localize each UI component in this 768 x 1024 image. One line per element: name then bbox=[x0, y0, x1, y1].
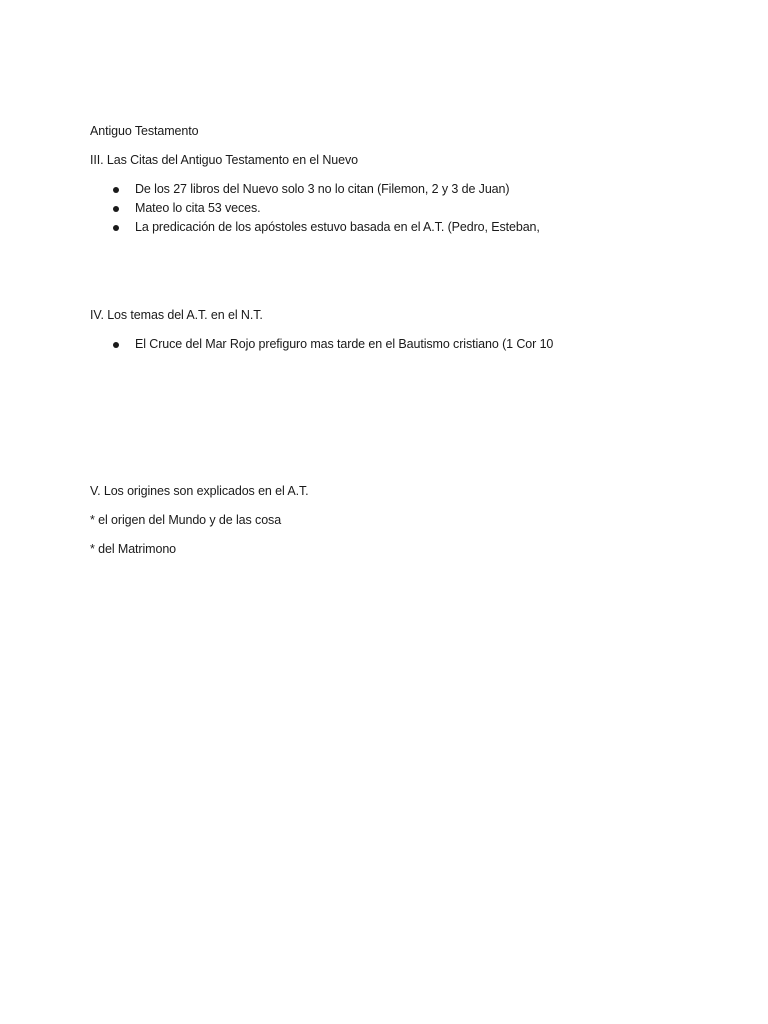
list-item-text: Mateo lo cita 53 veces. bbox=[135, 201, 261, 215]
section-5-title: V. Los origines son explicados en el A.T. bbox=[90, 484, 309, 498]
list-item bbox=[90, 218, 540, 237]
section-5-item: * del Matrimono bbox=[90, 542, 177, 556]
list-item-text: De los 27 libros del Nuevo solo 3 no lo citan (Filemon, 2 y 3 de Juan) bbox=[135, 182, 510, 196]
section-5-item: * el origen del Mundo y de las cosa bbox=[90, 513, 282, 527]
section-4-title: IV. Los temas del A.T. en el N.T. bbox=[90, 308, 263, 322]
list-item-text: El Cruce del Mar Rojo prefiguro mas tarde en el Bautismo cristiano (1 Cor 10 bbox=[135, 337, 554, 351]
list-item bbox=[90, 180, 540, 199]
section-4-bullet-list bbox=[90, 335, 553, 354]
list-item bbox=[90, 199, 540, 218]
bullet-icon bbox=[113, 225, 119, 231]
section-3-bullet-list bbox=[90, 180, 540, 237]
list-item bbox=[90, 335, 553, 354]
section-3-title: III. Las Citas del Antiguo Testamento en el Nuevo bbox=[90, 153, 358, 167]
list-item-text: La predicación de los apóstoles estuvo basada en el A.T. (Pedro, Esteban, bbox=[135, 220, 540, 234]
document-heading: Antiguo Testamento bbox=[90, 124, 199, 138]
bullet-icon bbox=[113, 342, 119, 348]
bullet-icon bbox=[113, 187, 119, 193]
bullet-icon bbox=[113, 206, 119, 212]
